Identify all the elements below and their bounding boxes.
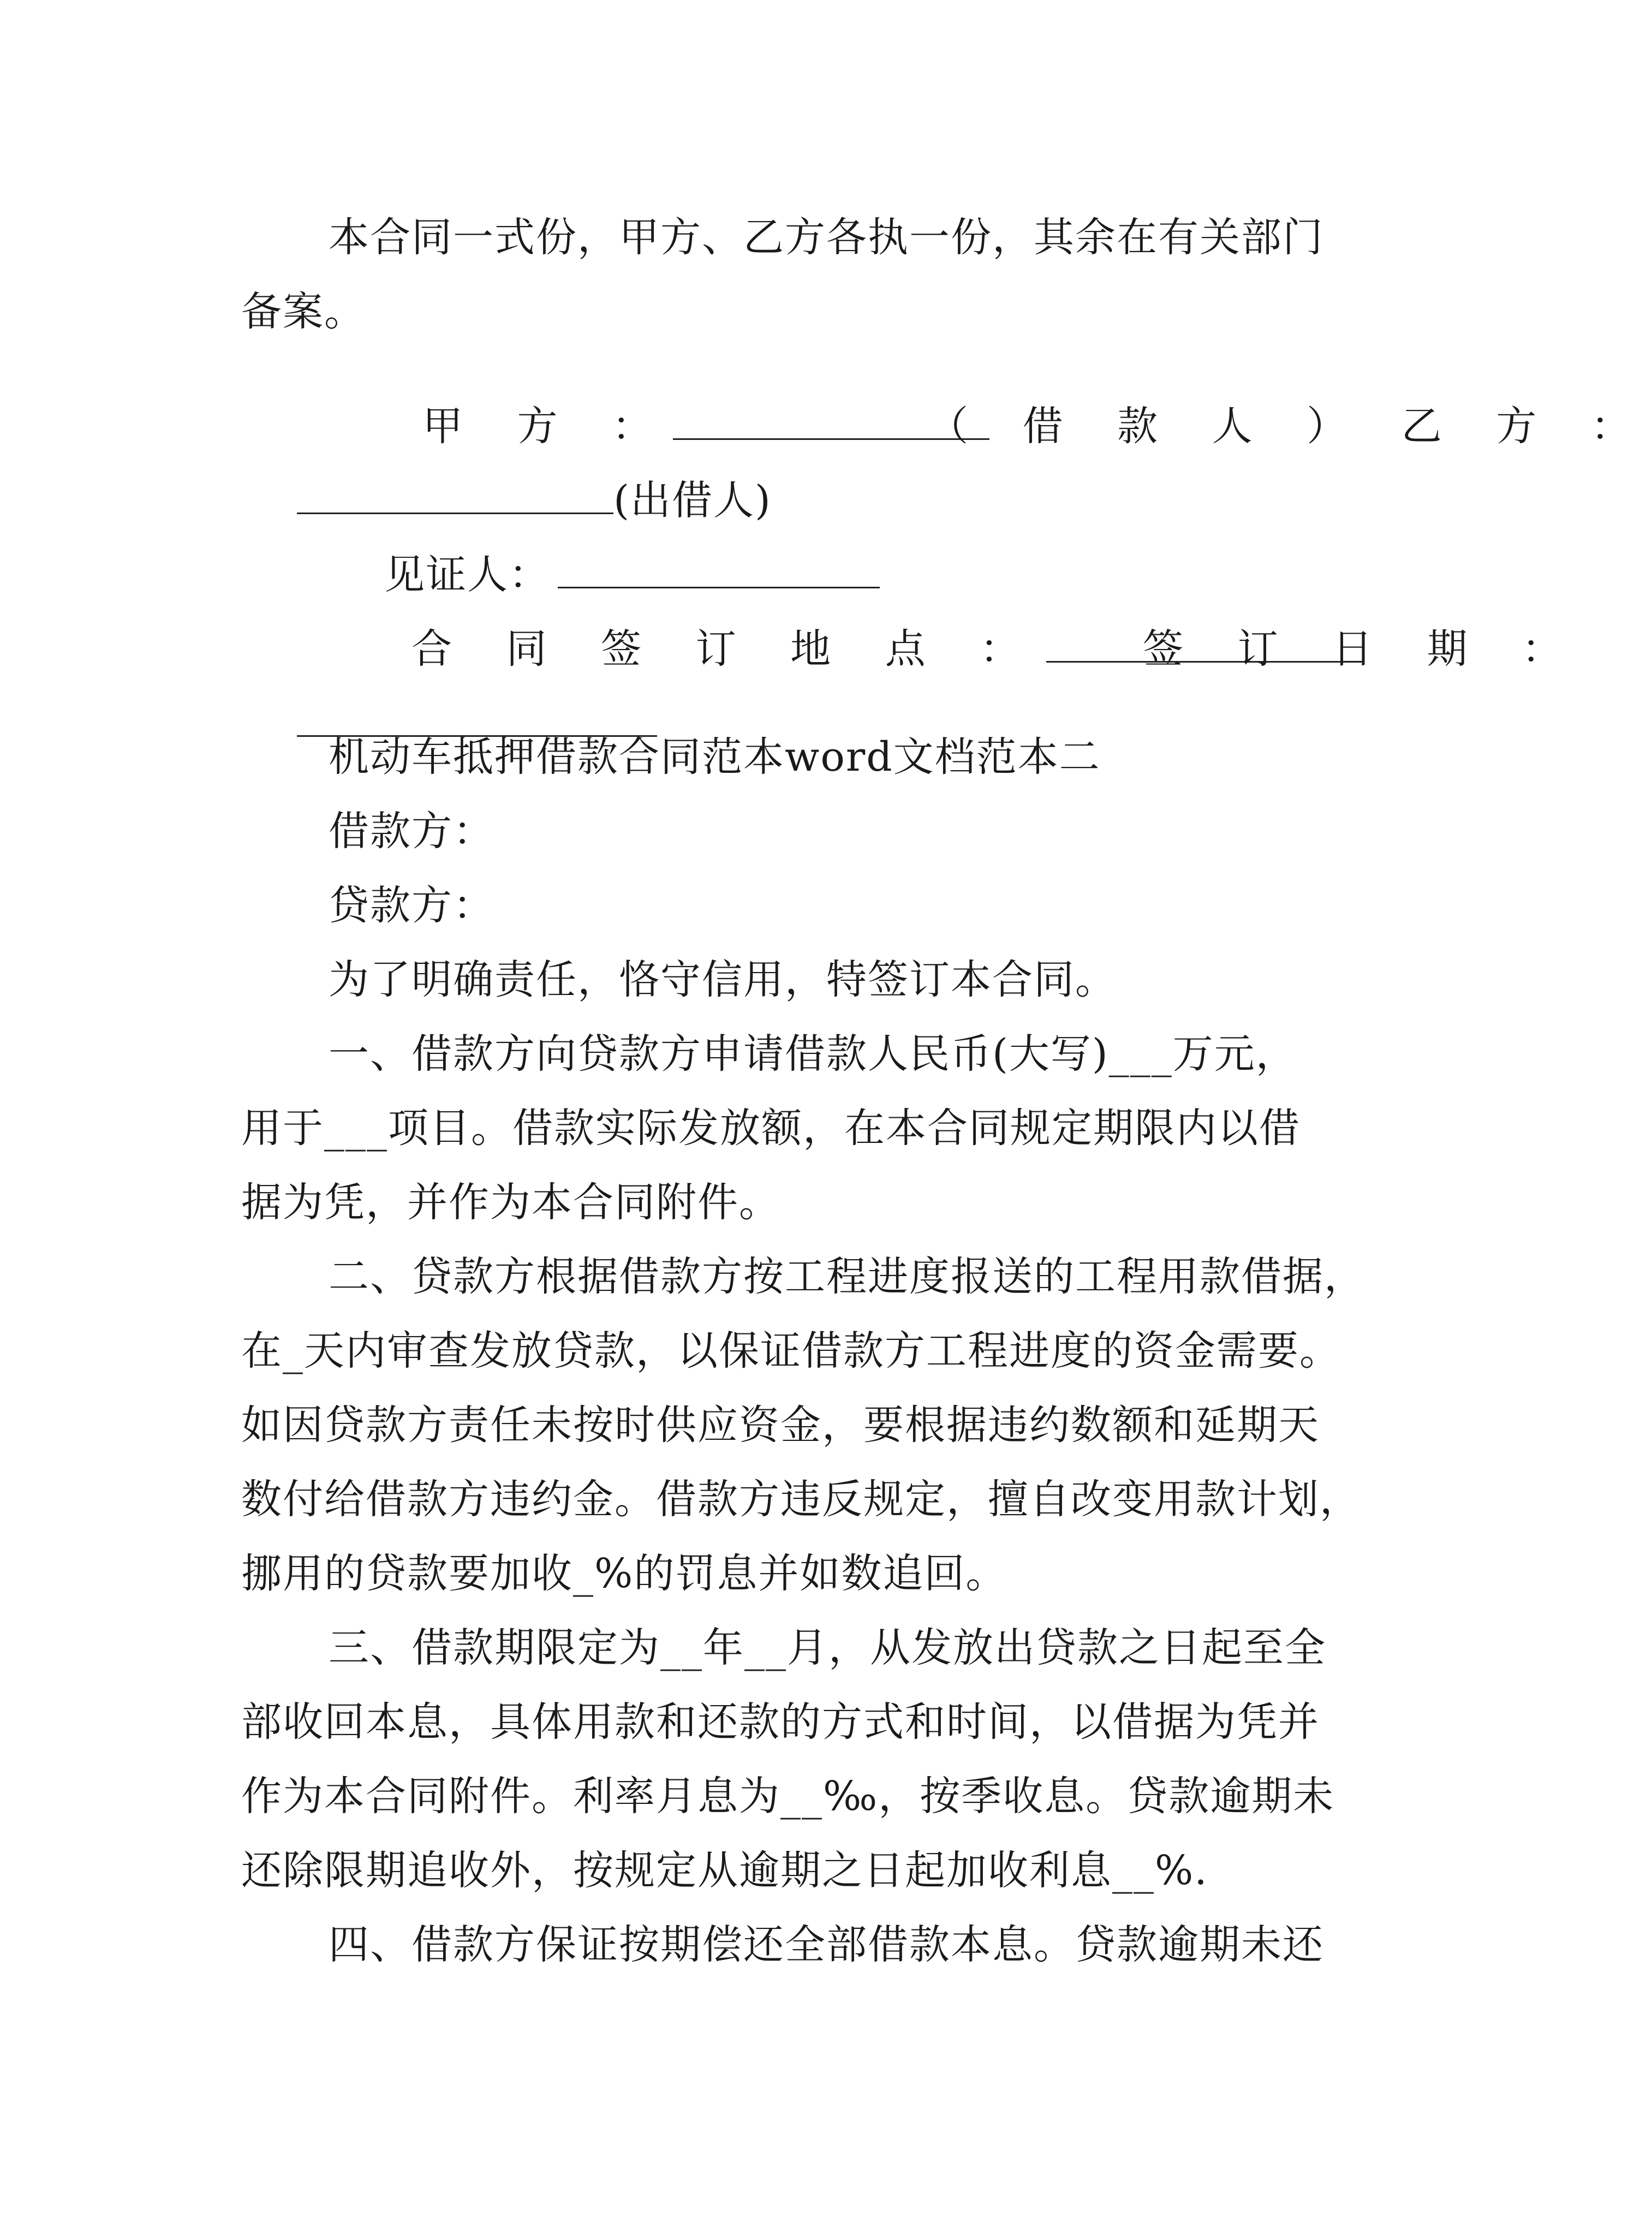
borrower-field: 借款方： [329, 808, 494, 855]
clause-2-line3: 如因贷款方责任未按时供应资金，要根据违约数额和延期天 [241, 1402, 1320, 1449]
borrower-party-b-text: （ 借 款 人 ） 乙 方 ： [928, 403, 1652, 450]
preamble: 为了明确责任，恪守信用，特签订本合同。 [329, 956, 1117, 1003]
clause-3-line3: 作为本合同附件。利率月息为__‰，按季收息。贷款逾期未 [241, 1773, 1335, 1820]
paragraph-copies-line1: 本合同一式份，甲方、乙方各执一份，其余在有关部门 [329, 214, 1324, 261]
clause-2-line1: 二、贷款方根据借款方按工程进度报送的工程用款借据， [329, 1253, 1365, 1300]
clause-3-line1: 三、借款期限定为__年__月，从发放出贷款之日起至全 [329, 1624, 1326, 1671]
sign-date-text: 签 订 日 期 ： [1143, 625, 1583, 672]
lender-text: (出借人) [613, 477, 772, 524]
paragraph-copies-line2: 备案。 [241, 288, 366, 335]
sign-place-text: 合 同 签 订 地 点 ： [411, 625, 1041, 672]
lender-field: 贷款方： [329, 882, 494, 929]
clause-1-line3: 据为凭，并作为本合同附件。 [241, 1179, 780, 1226]
clause-2-line2: 在_天内审查发放贷款，以保证借款方工程进度的资金需要。 [241, 1327, 1341, 1374]
clause-3-line2: 部收回本息，具体用款和还款的方式和时间，以借据为凭并 [241, 1699, 1320, 1746]
sign-date-label [1087, 588, 1583, 710]
clause-4-line1: 四、借款方保证按期偿还全部借款本息。贷款逾期未还 [329, 1921, 1324, 1968]
clause-2-line5: 挪用的贷款要加收_%的罚息并如数追回。 [241, 1550, 1007, 1597]
clause-3-line4: 还除限期追收外，按规定从逾期之日起加收利息__%. [241, 1847, 1208, 1894]
party-a-text: 甲 方 ： [422, 403, 673, 450]
clause-2-line4: 数付给借款方违约金。借款方违反规定，擅自改变用款计划， [241, 1476, 1361, 1523]
clause-1-line1: 一、借款方向贷款方申请借款人民币(大写)___万元， [329, 1030, 1297, 1077]
clause-1-line2: 用于___项目。借款实际发放额，在本合同规定期限内以借 [241, 1105, 1301, 1152]
witness-text: 见证人： [384, 551, 551, 598]
borrower-party-b-label [872, 366, 1652, 487]
section-title: 机动车抵押借款合同范本word文档范本二 [329, 734, 1101, 781]
